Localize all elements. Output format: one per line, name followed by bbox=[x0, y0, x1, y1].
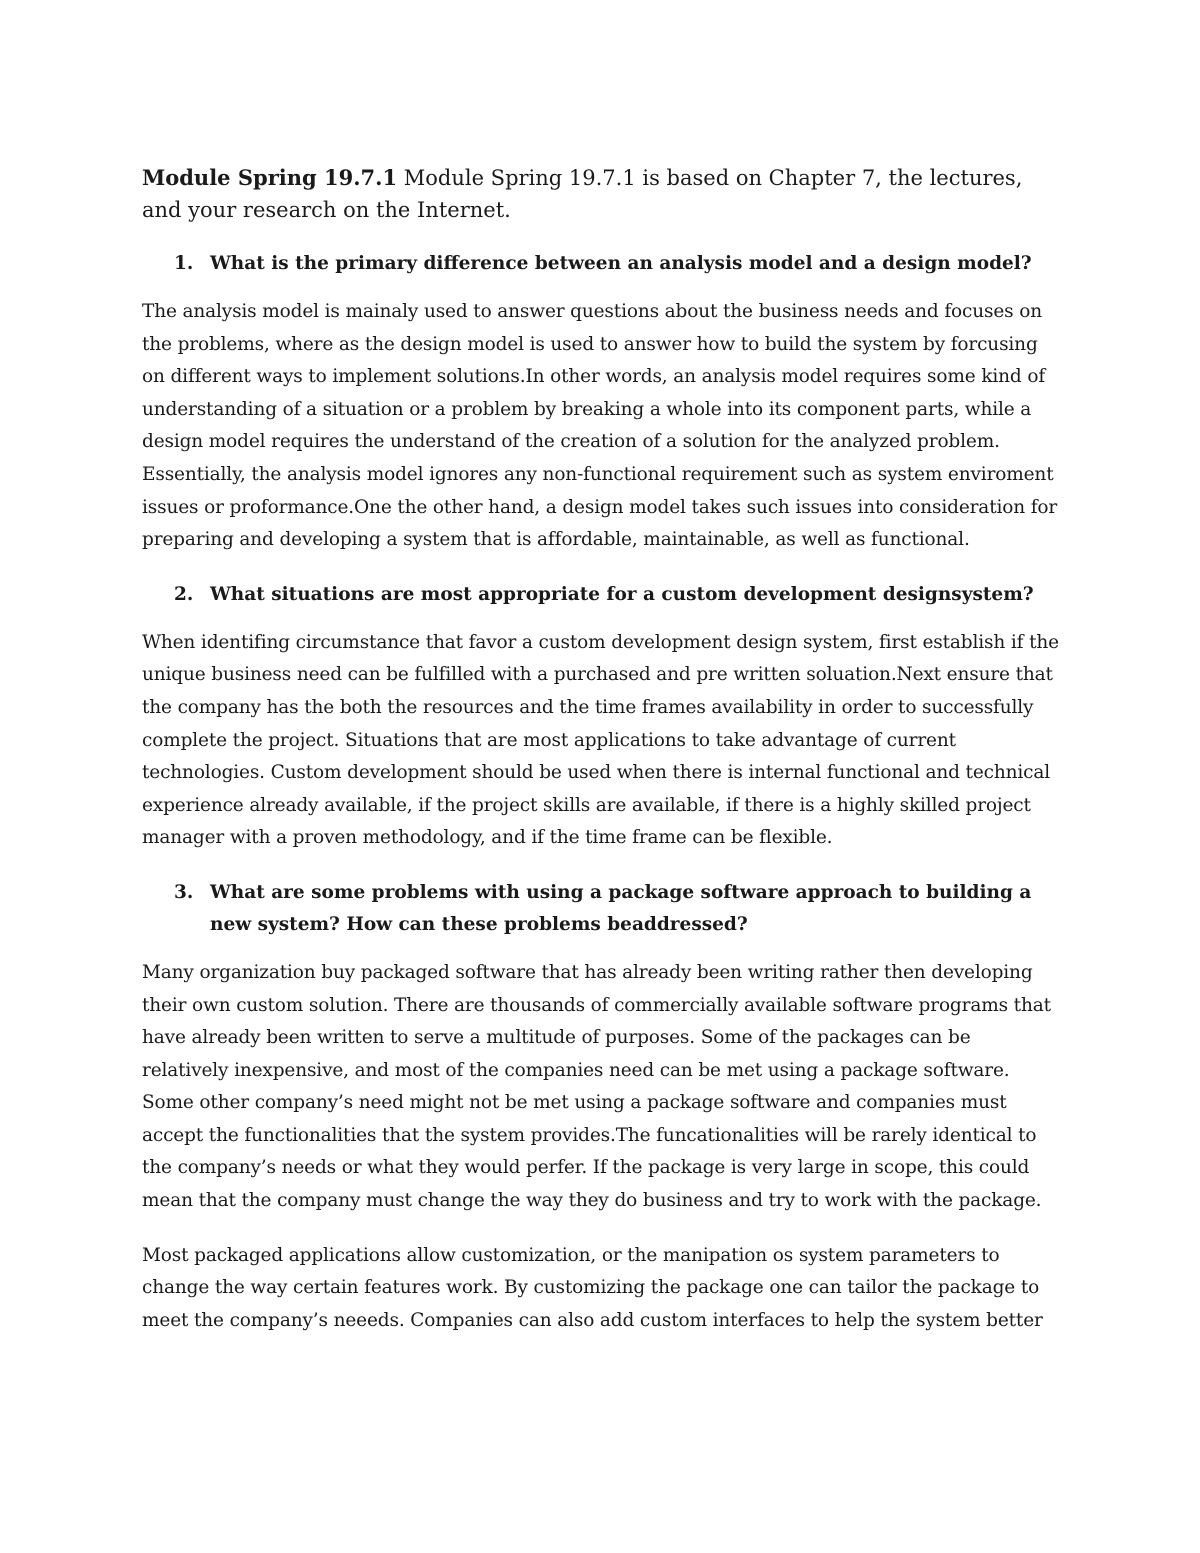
document-body bbox=[142, 162, 1062, 1359]
answer-3-continued: Most packaged applications allow customization, or the manipation os system parameters to change the way certain features work. By customizing the package one can tailor the package to meet the company’s neeeds. Companies can also add custom interfaces to help the system better bbox=[142, 1244, 1043, 1331]
question-number: 3. bbox=[174, 881, 194, 903]
question-3 bbox=[142, 877, 1062, 941]
intro-lead: Module Spring 19.7.1 bbox=[142, 165, 398, 190]
question-1 bbox=[142, 248, 1062, 280]
answer-3: Many organization buy packaged software that has already been writing rather then developing their own custom solution. There are thousands of commercially available software programs that have already been written to serve a multitude of purposes. Some of the packages can be relatively inexpensive, and most of the companies need can be met using a package software. Some other company’s need might not be met using a package software and companies must accept the functionalities that the system provides.The funcationalities will be rarely identical to the company’s needs or what they would perfer. If the package is very large in scope, this could mean that the company must change the way they do business and try to work with the package. bbox=[142, 961, 1051, 1212]
intro-rest: Module Spring 19.7.1 is based on Chapter 7, the lectures, and your research on the Internet. bbox=[142, 166, 1023, 222]
question-number: 2. bbox=[174, 583, 194, 605]
question-2 bbox=[142, 579, 1062, 611]
question-text: What situations are most appropriate for a custom development designsystem? bbox=[210, 583, 1034, 605]
answer-2: When identifing circumstance that favor a custom development design system, first establish if the unique business need can be fulfilled with a purchased and pre written soluation.Next ensure that the company has the both the resources and the time frames availability in order to successfully complete the project. Situations that are most applications to take advantage of current technologies. Custom development should be used when there is internal functional and technical experience already available, if the project skills are available, if there is a highly skilled project manager with a proven methodology, and if the time frame can be flexible. bbox=[142, 631, 1059, 849]
intro-paragraph bbox=[142, 162, 1062, 226]
question-text: What is the primary difference between an analysis model and a design model? bbox=[210, 253, 1032, 274]
question-number: 1. bbox=[174, 253, 194, 274]
answer-1: The analysis model is mainaly used to answer questions about the business needs and focuses on the problems, where as the design model is used to answer how to build the system by forcusing on different ways to implement solutions.In other words, an analysis model requires some kind of understanding of a situation or a problem by breaking a whole into its component parts, while a design model requires the understand of the creation of a solution for the analyzed problem. Essentially, the analysis model ignores any non-functional requirement such as system enviroment issues or proformance.One the other hand, a design model takes such issues into consideration for preparing and developing a system that is affordable, maintainable, as well as functional. bbox=[142, 301, 1058, 551]
question-text: What are some problems with using a package software approach to building a new system? How can these problems beaddressed? bbox=[210, 881, 1032, 935]
